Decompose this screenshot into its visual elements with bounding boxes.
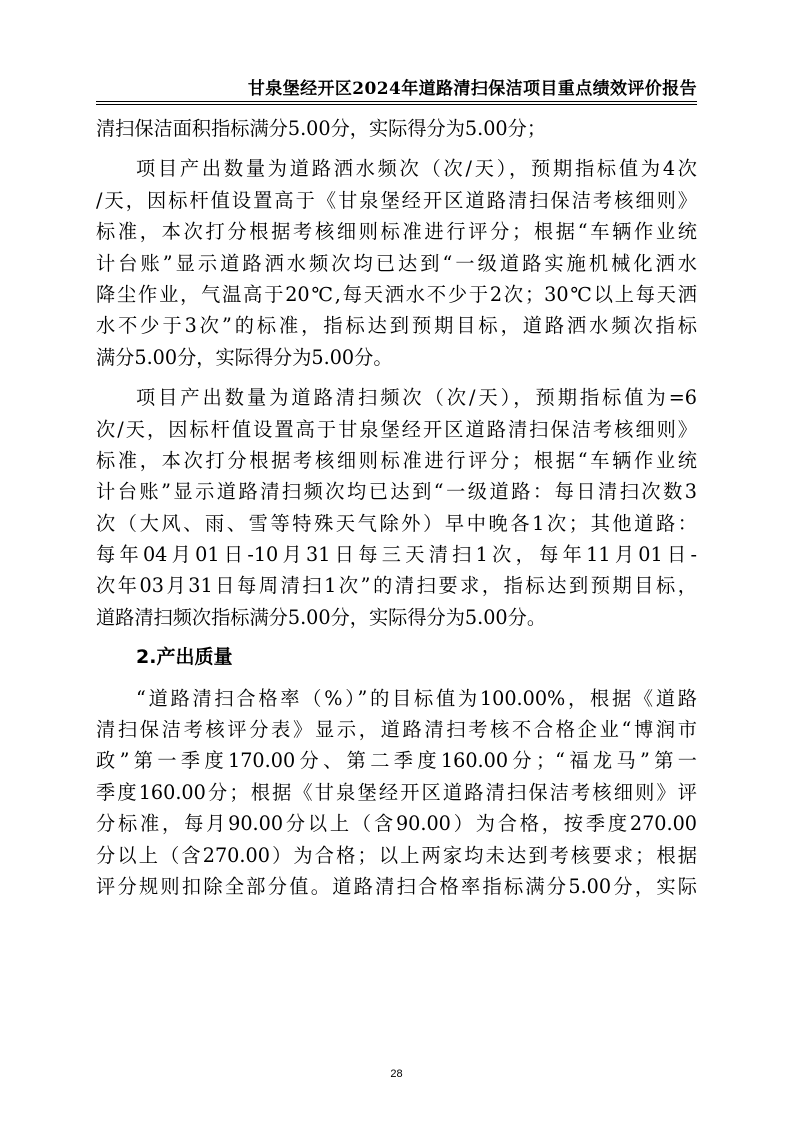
text-line: 标准，本次打分根据考核细则标准进行评分；根据“车辆作业统 [96,220,697,244]
text-line: 清扫保洁面积指标满分5.00分，实际得分为5.00分； [96,117,547,140]
text-line: 降尘作业，气温高于20℃,每天洒水不少于2次；30℃以上每天洒 [96,282,697,306]
section-heading: 2.产出质量 [136,646,233,669]
text-line: 季度160.00分；根据《甘泉堡经开区道路清扫保洁考核细则》评 [96,780,697,804]
header-rule-thin [96,104,697,105]
text-line: 计台账”显示道路洒水频次均已达到“一级道路实施机械化洒水 [96,251,697,275]
page-number: 28 [390,1068,403,1080]
text-line: 次/天，因标杆值设置高于甘泉堡经开区道路清扫保洁考核细则》 [96,417,697,441]
text-line: 次（大风、雨、雪等特殊天气除外）早中晚各1次；其他道路： [96,511,697,535]
text-line: /天，因标杆值设置高于《甘泉堡经开区道路清扫保洁考核细则》 [96,188,697,212]
text-line: 项目产出数量为道路洒水频次（次/天），预期指标值为4次 [136,157,697,181]
text-line: 计台账”显示道路清扫频次均已达到“一级道路：每日清扫次数3 [96,480,697,504]
document-body [96,113,697,902]
text-line: 次年03月31日每周清扫1次”的清扫要求，指标达到预期目标， [96,574,697,598]
text-line: 项目产出数量为道路清扫频次（次/天），预期指标值为=6 [136,386,697,410]
text-line: 评分规则扣除全部分值。道路清扫合格率指标满分5.00分，实际 [96,874,697,898]
header-rule [96,101,697,102]
text-line: 每年04月01日-10月31日每三天清扫1次，每年11月01日- [96,543,697,567]
text-line: 水不少于3次”的标准，指标达到预期目标，道路洒水频次指标 [96,314,697,338]
text-line: 满分5.00分，实际得分为5.00分。 [96,345,393,369]
text-line: 清扫保洁考核评分表》显示，道路清扫考核不合格企业“博润市 [96,718,697,742]
text-line: 政”第一季度170.00分、第二季度160.00分；“福龙马”第一 [96,749,697,773]
text-line: 分以上（含270.00）为合格；以上两家均未达到考核要求；根据 [96,843,697,867]
text-line: “道路清扫合格率（%）”的目标值为100.00%，根据《道路 [136,686,697,710]
page-header-title: 甘泉堡经开区2024年道路清扫保洁项目重点绩效评价报告 [247,79,697,99]
text-line: 分标准，每月90.00分以上（含90.00）为合格，按季度270.00 [96,812,697,836]
text-line: 标准，本次打分根据考核细则标准进行评分；根据“车辆作业统 [96,448,697,472]
text-line: 道路清扫频次指标满分5.00分，实际得分为5.00分。 [96,605,547,629]
